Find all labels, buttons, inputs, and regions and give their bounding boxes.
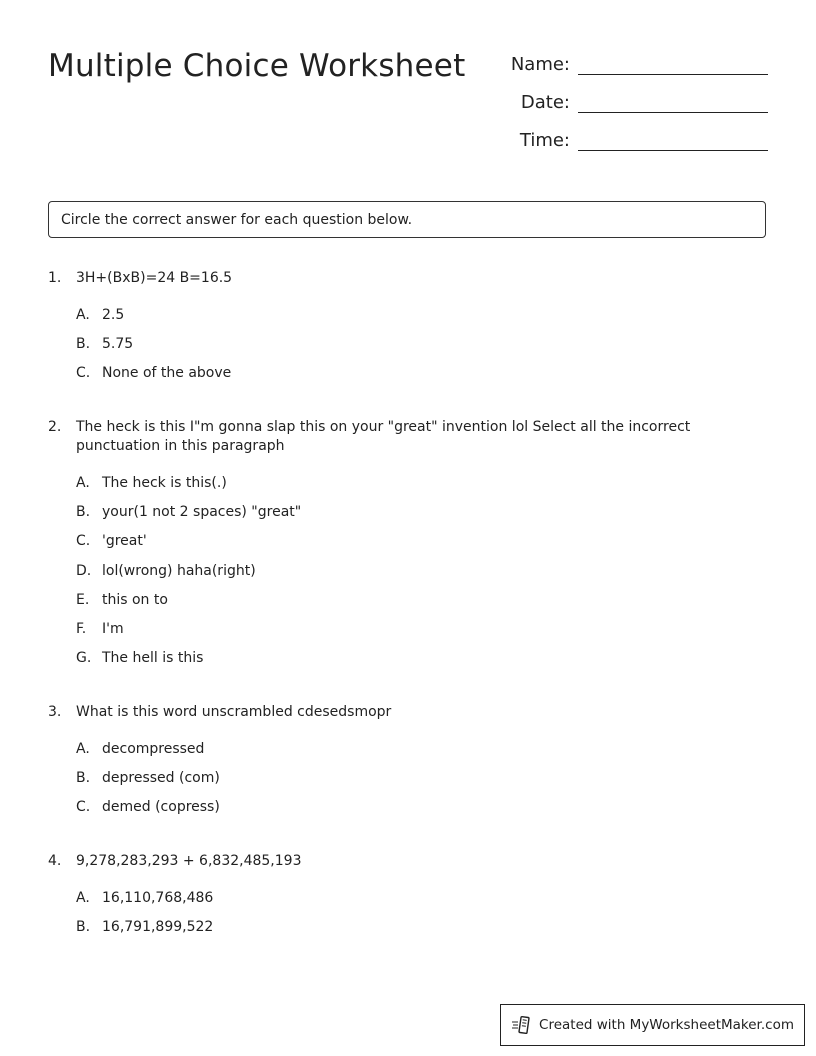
choice-text: depressed (com) [102, 769, 220, 786]
choice-letter: G. [76, 650, 92, 667]
choice-item[interactable] [48, 497, 768, 526]
choice-text: None of the above [102, 365, 232, 382]
question-2 [48, 418, 768, 673]
choice-item[interactable] [48, 300, 768, 329]
instructions-box: Circle the correct answer for each question below. [48, 201, 766, 238]
choice-text: 16,791,899,522 [102, 918, 214, 935]
question-text: What is this word unscrambled cdesedsmopr [76, 704, 392, 720]
time-label: Time: [519, 130, 570, 151]
choice-item[interactable] [48, 556, 768, 585]
choice-text: 2.5 [102, 306, 125, 323]
choice-letter: A. [76, 306, 90, 323]
question-number: 3. [48, 704, 62, 720]
choice-letter: C. [76, 365, 91, 382]
choice-letter: B. [76, 503, 91, 520]
question-4 [48, 852, 768, 942]
choice-text: I'm [102, 621, 124, 638]
choice-text: 5.75 [102, 335, 134, 352]
question-text: The heck is this I"m gonna slap this on your "great" invention lol Select all the incorrect punctuation in this paragraph [76, 419, 691, 454]
name-field-row [500, 54, 768, 75]
choice-text: this on to [102, 591, 168, 608]
choice-item[interactable] [48, 329, 768, 358]
choice-item[interactable] [48, 359, 768, 388]
name-label: Name: [510, 54, 570, 75]
date-line[interactable] [578, 92, 768, 113]
choice-item[interactable] [48, 793, 768, 822]
choice-letter: E. [76, 591, 90, 608]
choice-letter: A. [76, 740, 90, 757]
choice-item[interactable] [48, 763, 768, 792]
choice-letter: B. [76, 918, 91, 935]
choice-item[interactable] [48, 585, 768, 614]
choice-text: The heck is this(.) [102, 474, 227, 491]
choice-text: 'great' [102, 533, 147, 550]
page-title: Multiple Choice Worksheet [48, 48, 466, 84]
question-text: 9,278,283,293 + 6,832,485,193 [76, 853, 302, 869]
choice-letter: C. [76, 533, 91, 550]
footer-badge[interactable] [500, 1004, 805, 1046]
choice-text: demed (copress) [102, 799, 220, 816]
choice-letter: B. [76, 335, 91, 352]
time-field-row [500, 130, 768, 151]
choice-item[interactable] [48, 912, 768, 941]
choice-text: your(1 not 2 spaces) "great" [102, 503, 302, 520]
choice-item[interactable] [48, 614, 768, 643]
date-label: Date: [520, 92, 570, 113]
question-number: 2. [48, 419, 62, 435]
choice-item[interactable] [48, 883, 768, 912]
choice-item[interactable] [48, 468, 768, 497]
choice-letter: B. [76, 769, 91, 786]
choice-letter: F. [76, 621, 87, 638]
question-number: 4. [48, 853, 62, 869]
question-3 [48, 703, 768, 822]
time-line[interactable] [578, 130, 768, 151]
date-field-row [500, 92, 768, 113]
name-line[interactable] [578, 54, 768, 75]
choice-text: decompressed [102, 740, 205, 757]
choice-letter: C. [76, 799, 91, 816]
choice-letter: A. [76, 889, 90, 906]
choice-item[interactable] [48, 527, 768, 556]
question-number: 1. [48, 270, 62, 286]
question-text: 3H+(BxB)=24 B=16.5 [76, 270, 233, 286]
question-1 [48, 269, 768, 388]
choice-text: lol(wrong) haha(right) [102, 562, 256, 579]
footer-text: Created with MyWorksheetMaker.com [539, 1017, 794, 1033]
choice-text: 16,110,768,486 [102, 889, 214, 906]
pen-logo-icon [511, 1014, 533, 1036]
choice-item[interactable] [48, 734, 768, 763]
choice-item[interactable] [48, 644, 768, 673]
choice-text: The hell is this [102, 650, 204, 667]
choice-letter: A. [76, 474, 90, 491]
choice-letter: D. [76, 562, 92, 579]
